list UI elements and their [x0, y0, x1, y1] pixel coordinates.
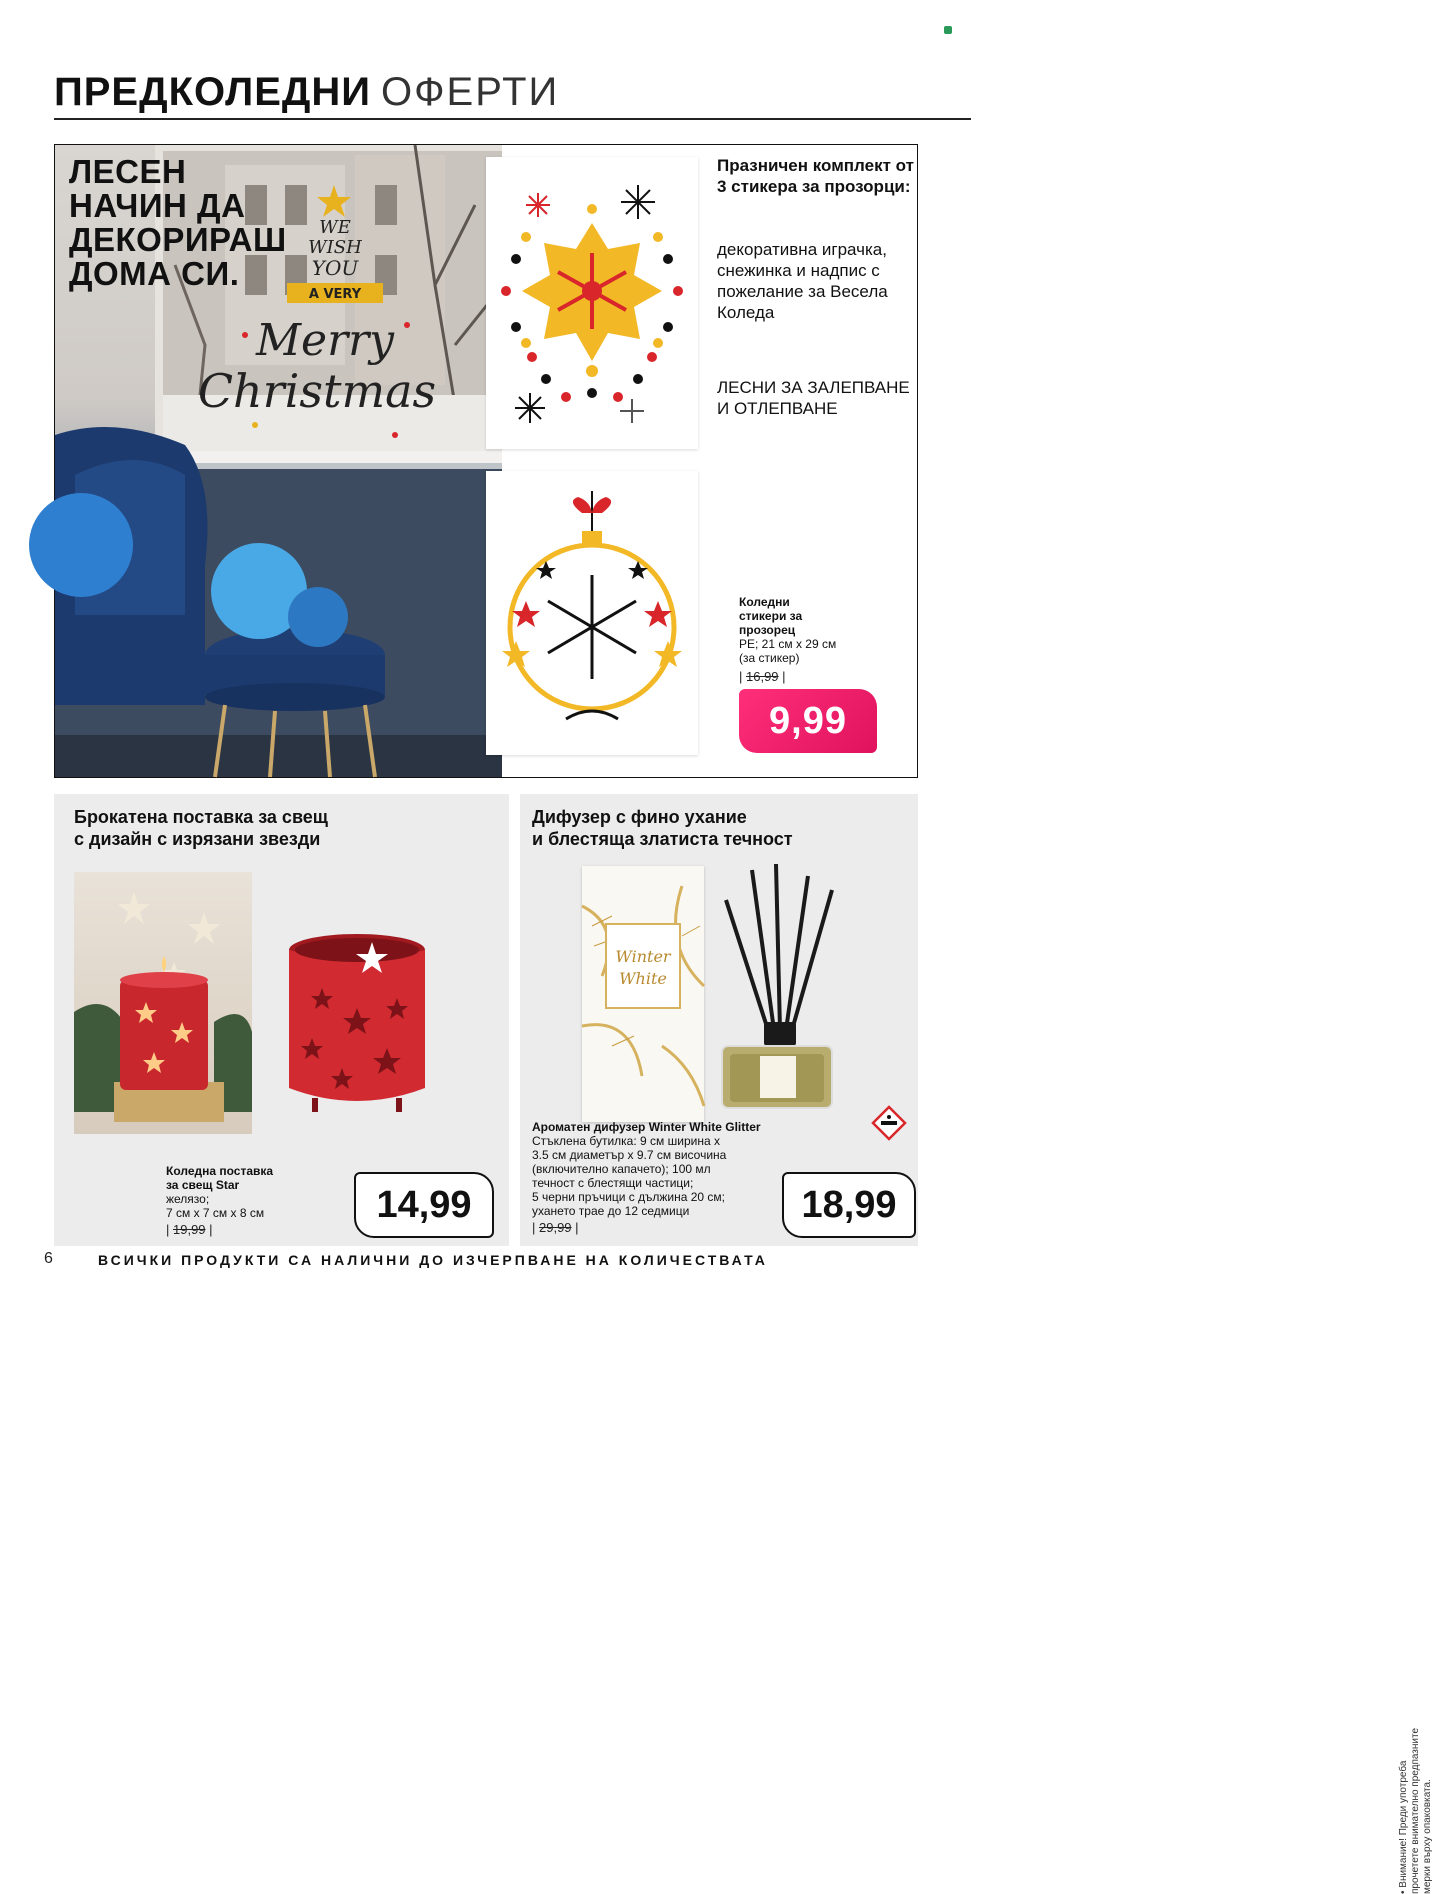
sticker-old-price-value: 16,99	[746, 669, 779, 684]
diffuser-warning-text: • Внимание! Преди употреба прочетете внимателно предпазните мерки върху опаковката.	[1398, 1727, 1433, 1894]
ornament-sticker-illustration	[486, 471, 698, 755]
candle-product-info	[166, 1164, 336, 1238]
hazard-icon	[872, 1106, 906, 1140]
hero-photo	[55, 145, 502, 777]
candle-holder-illustration	[282, 928, 432, 1124]
sticker-product-spec-1: PE; 21 см х 29 см	[739, 637, 837, 651]
diffuser-warning	[1398, 1714, 1433, 1894]
window-sticker-a-very: A VERY	[308, 287, 362, 302]
diffuser-product-name: Ароматен дифузер Winter White Glitter	[532, 1120, 761, 1134]
diffuser-spec-5: 5 черни пръчици с дължина 20 см;	[532, 1190, 726, 1204]
diffuser-spec-3: (включително капачето); 100 мл	[532, 1162, 711, 1176]
diffuser-spec-2: 3.5 см диаметър х 9.7 см височина	[532, 1148, 727, 1162]
diffuser-title-line1: Дифузер с фино ухание	[532, 807, 747, 827]
page-number: 6	[44, 1250, 53, 1267]
candle-holder-product	[282, 928, 432, 1124]
window-sticker-wish: WISH	[308, 237, 362, 258]
candle-lit-illustration	[74, 872, 252, 1134]
ornament-sticker-card	[486, 471, 698, 755]
sticker-set-title: Празничен комплект от 3 стикера за прозорци:	[717, 156, 914, 196]
corner-mark	[944, 26, 952, 34]
sticker-old-price: | 16,99 |	[739, 669, 786, 684]
hero-headline: ЛЕСЕН НАЧИН ДА ДЕКОРИРАШ ДОМА СИ.	[69, 153, 287, 292]
candle-old-price: | 19,99 |	[166, 1222, 213, 1237]
candle-panel-title	[74, 806, 494, 850]
diffuser-spec-4: течност с блестящи частици;	[532, 1176, 694, 1190]
candle-product-name-1: Коледна поставка	[166, 1164, 274, 1178]
diffuser-old-price: | 29,99 |	[532, 1220, 579, 1235]
window-sticker-you: YOU	[311, 256, 359, 280]
window-sticker-christmas: Christmas	[197, 364, 437, 418]
diffuser-bottle-illustration	[716, 860, 846, 1110]
candle-old-price-value: 19,99	[173, 1222, 206, 1237]
diffuser-product-info	[532, 1120, 792, 1236]
diffuser-title-line2: и блестяща златиста течност	[532, 829, 793, 849]
page-title-bold: ПРЕДКОЛЕДНИ	[54, 70, 372, 114]
footer-availability-note: ВСИЧКИ ПРОДУКТИ СА НАЛИЧНИ ДО ИЗЧЕРПВАНЕ НА КОЛИЧЕСТВАТА	[98, 1252, 768, 1268]
candle-title-line1: Брокатена поставка за свещ	[74, 807, 328, 827]
snowflake-sticker-illustration	[486, 157, 698, 449]
sticker-product-info	[739, 595, 869, 685]
header-divider	[54, 118, 971, 120]
diffuser-box	[582, 866, 704, 1122]
diffuser-box-label-1: Winter	[615, 947, 671, 966]
candle-lifestyle-photo	[74, 872, 252, 1134]
sticker-price-badge: 9,99	[739, 689, 877, 753]
diffuser-spec-6: ухането трае до 12 седмици	[532, 1204, 690, 1218]
diffuser-spec-1: Стъклена бутилка: 9 см ширина х	[532, 1134, 720, 1148]
diffuser-box-illustration	[582, 866, 704, 1122]
sticker-product-name-3: прозорец	[739, 623, 796, 637]
page-title	[54, 70, 559, 114]
snowflake-sticker-card	[486, 157, 698, 449]
candle-price-badge: 14,99	[354, 1172, 494, 1238]
sticker-set-feature: ЛЕСНИ ЗА ЗАЛЕПВАНЕ И ОТЛЕПВАНЕ	[717, 378, 910, 418]
diffuser-price-badge: 18,99	[782, 1172, 916, 1238]
diffuser-bottle	[716, 860, 846, 1110]
candle-product-spec-2: 7 см х 7 см х 8 см	[166, 1206, 265, 1220]
diffuser-box-label-2: White	[619, 969, 667, 988]
sticker-product-spec-2: (за стикер)	[739, 651, 800, 665]
candle-holder-panel	[54, 794, 509, 1246]
diffuser-panel-title	[532, 806, 912, 850]
candle-product-name-2: за свещ Star	[166, 1178, 240, 1192]
hero-section	[54, 144, 918, 778]
sticker-set-description: декоративна играчка, снежинка и надпис с пожелание за Весела Коледа	[717, 240, 888, 322]
page-title-light: ОФЕРТИ	[381, 70, 560, 114]
sticker-product-name-1: Коледни	[739, 595, 790, 609]
candle-title-line2: с дизайн с изрязани звезди	[74, 829, 321, 849]
candle-product-spec-1: желязо;	[166, 1192, 210, 1206]
window-sticker-we: WE	[319, 217, 351, 238]
diffuser-old-price-value: 29,99	[539, 1220, 572, 1235]
sticker-product-name-2: стикери за	[739, 609, 803, 623]
window-sticker-merry: Merry	[255, 315, 395, 366]
diffuser-panel	[520, 794, 1433, 1894]
